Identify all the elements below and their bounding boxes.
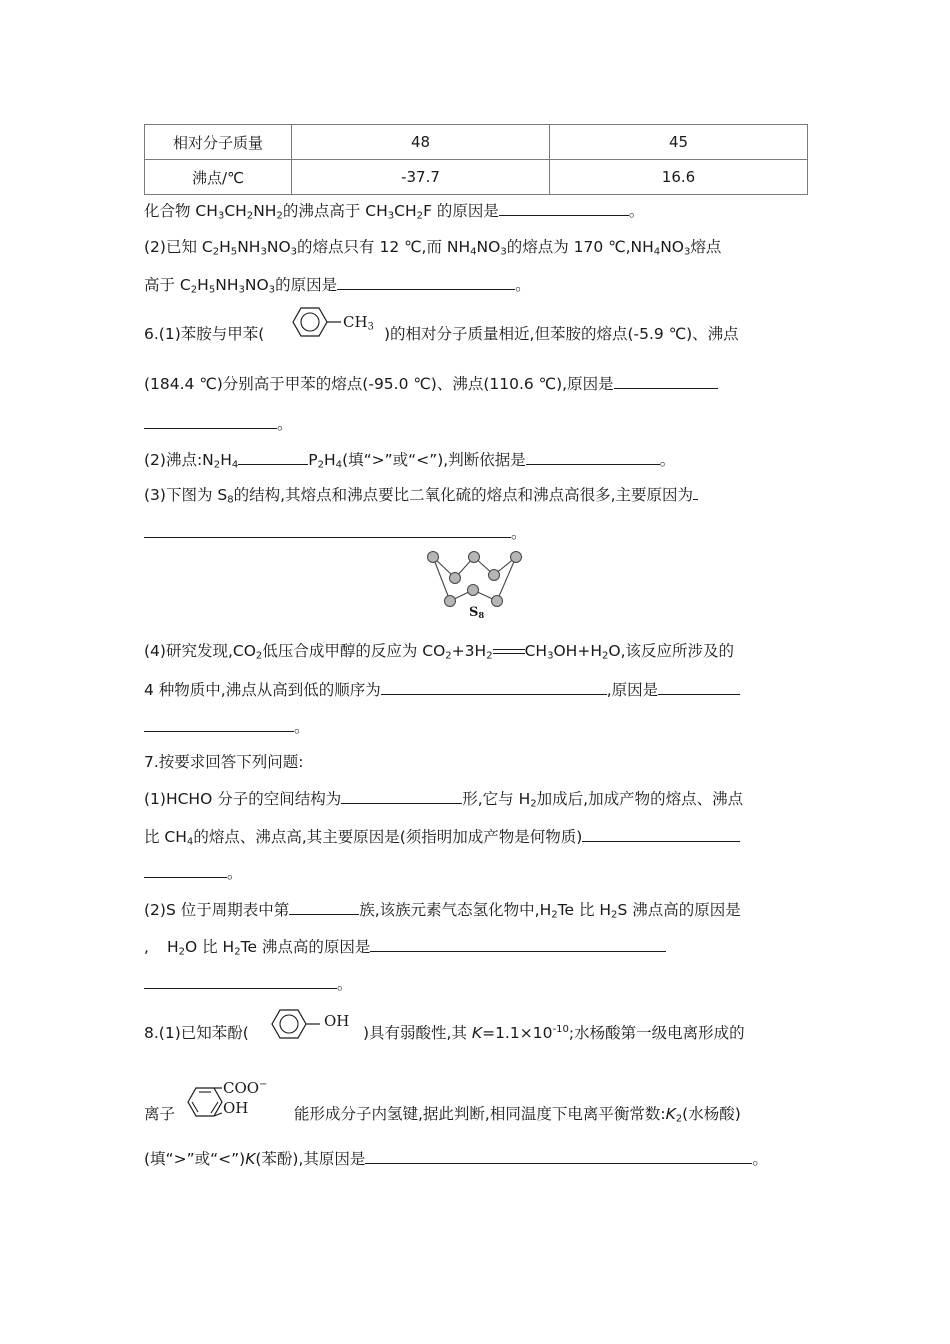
text-line: 。 bbox=[144, 862, 243, 883]
answer-blank[interactable] bbox=[144, 862, 227, 878]
answer-blank[interactable] bbox=[526, 449, 660, 465]
text-line: 比 $CH_4$的熔点、沸点高,其主要原因是(须指明加成产物是何物质) bbox=[144, 826, 740, 847]
text-line: 化合物 $CH_3CH_2NH_2$的沸点高于 $CH_3CH_2F$ 的原因是 。 bbox=[144, 202, 645, 222]
text-line: (4)研究发现$,CO_2$低压合成甲醇的反应为 $CO_2+3H_2$ $CH_3OH+H_2O$,该反应所涉及的 bbox=[144, 642, 735, 662]
text-line: 8.(1)已知苯酚( bbox=[144, 1024, 249, 1042]
property-table bbox=[144, 124, 808, 195]
coo-label: COO− bbox=[223, 1079, 268, 1097]
table-cell: 相对分子质量 bbox=[145, 125, 292, 160]
text-line: 高于 $C_2H_5NH_3NO_3$的原因是 。 bbox=[144, 276, 531, 296]
answer-blank[interactable] bbox=[238, 449, 308, 465]
text-line: 4 种物质中,沸点从高到低的顺序为 ,原因是 bbox=[144, 679, 740, 700]
question-title: 7.按要求回答下列问题: bbox=[144, 753, 304, 771]
text-line: (2)已知 $C_2H_5NH_3NO_3$的熔点只有 12 ℃,而 $NH_4NO_3$的熔点为 170 $℃,NH_4NO_3$熔点 bbox=[144, 238, 722, 258]
text-line: (1)HCHO 分子的空间结构为 形,它与 $H_2$加成后,加成产物的熔点、沸点 bbox=[144, 790, 744, 810]
table-cell: 45 bbox=[550, 125, 808, 160]
answer-blank[interactable] bbox=[582, 826, 740, 842]
answer-blank[interactable] bbox=[658, 679, 740, 695]
text-line: 6.(1)苯胺与甲苯( bbox=[144, 325, 265, 343]
table-cell: 沸点/℃ bbox=[145, 160, 292, 195]
table-cell: 48 bbox=[292, 125, 550, 160]
table-cell: -37.7 bbox=[292, 160, 550, 195]
text-line: 。 bbox=[144, 973, 353, 994]
text-line: 能形成分子内氢键,据此判断,相同温度下电离平衡常数$:K_2$(水杨酸) bbox=[294, 1105, 741, 1125]
ch3-label: $CH_3$ bbox=[343, 313, 374, 333]
answer-blank[interactable] bbox=[144, 973, 337, 989]
text-line: 。 bbox=[144, 522, 527, 543]
equals-sign bbox=[493, 647, 525, 657]
answer-blank[interactable] bbox=[365, 1148, 752, 1164]
text-line: 。 bbox=[144, 716, 310, 737]
s8-label: $S_8$ bbox=[469, 605, 485, 621]
text-line: (3)下图为 $S_8$的结构,其熔点和沸点要比二氧化硫的熔点和沸点高很多,主要原因为 bbox=[144, 484, 698, 505]
answer-blank[interactable] bbox=[337, 274, 515, 290]
text-line: )的相对分子质量相近,但苯胺的熔点(-5.9 ℃)、沸点 bbox=[384, 325, 739, 343]
answer-blank[interactable] bbox=[614, 373, 718, 389]
answer-blank[interactable] bbox=[693, 484, 698, 500]
text-line: )具有弱酸性,其 $K=1.1\times 10^{-10}$;水杨酸第一级电离形成的 bbox=[363, 1023, 745, 1042]
oh-label: OH bbox=[223, 1099, 249, 1117]
answer-blank[interactable] bbox=[144, 522, 511, 538]
table-cell: 16.6 bbox=[550, 160, 808, 195]
answer-blank[interactable] bbox=[289, 899, 359, 915]
text-line: (2)S 位于周期表中第 族,该族元素气态氢化物中$,H_2Te$ 比 $H_2S$ 沸点高的原因是 bbox=[144, 901, 741, 921]
text-line: (填“>”或“<”)K(苯酚),其原因是 。 bbox=[144, 1150, 768, 1168]
table-row bbox=[145, 125, 808, 160]
answer-blank[interactable] bbox=[144, 413, 277, 429]
answer-blank[interactable] bbox=[499, 200, 629, 216]
table-row bbox=[145, 160, 808, 195]
text-line: (2)沸点$:N_2H_4$ $P_2H_4$(填“>”或“<”),判断依据是 。 bbox=[144, 451, 676, 471]
oh-label: OH bbox=[324, 1012, 350, 1030]
answer-blank[interactable] bbox=[341, 788, 462, 804]
answer-blank[interactable] bbox=[370, 936, 666, 952]
answer-blank[interactable] bbox=[381, 679, 607, 695]
text-line: 。 bbox=[144, 413, 293, 434]
text-line: (184.4 ℃)分别高于甲苯的熔点(-95.0 ℃)、沸点(110.6 ℃),原因是 bbox=[144, 373, 718, 394]
answer-blank[interactable] bbox=[144, 716, 294, 732]
text-line: 离子 bbox=[144, 1105, 176, 1123]
text-line: , $H_2O$ 比 $H_2Te$ 沸点高的原因是 bbox=[144, 936, 666, 957]
